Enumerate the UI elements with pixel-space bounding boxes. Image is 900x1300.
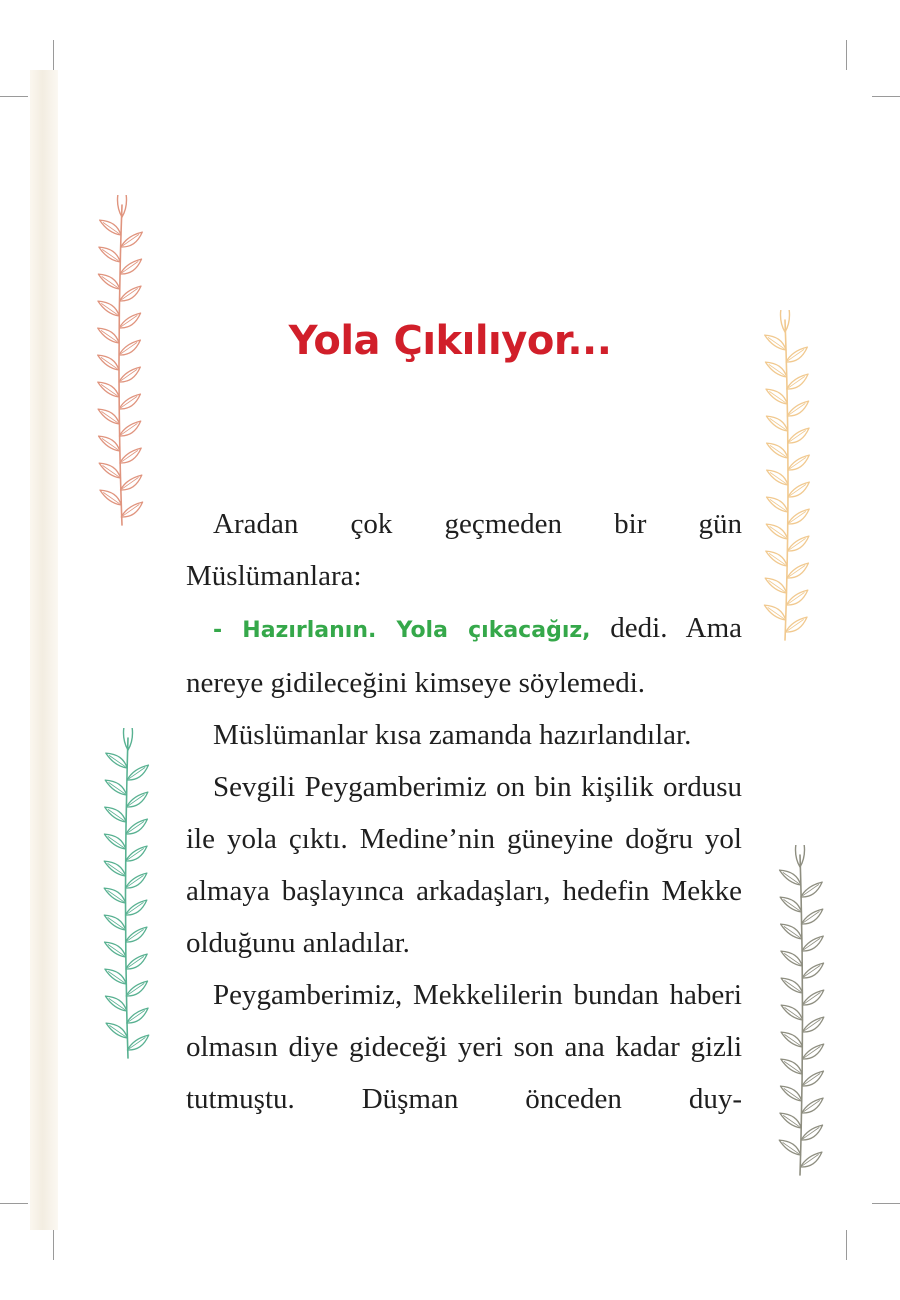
paragraph: Sevgili Peygamberimiz on bin kişilik ordusu ile yola çıktı. Medine’nin güneyine doğru yol almaya başlayınca arkadaşları, hedefin Mekke olduğunu anladılar. (186, 771, 742, 959)
paragraph: Peygamberimiz, Mekkelilerin bundan haberi olmasın diye gideceği yeri son ana kadar gizli tutmuştu. Düşman önceden duy- (186, 979, 742, 1115)
crop-mark (872, 96, 900, 97)
chapter-title: Yola Çıkılıyor... (288, 318, 612, 364)
leaf-branch-icon (760, 845, 840, 1185)
paragraph-text: dedi. Ama nereye gidileceğini kimseye söylemedi. (186, 612, 743, 699)
leaf-branch-icon (82, 195, 162, 535)
paragraph: Müslümanlar kısa zamanda hazırlandılar. (213, 719, 692, 751)
book-spine-shadow (30, 70, 58, 1230)
crop-mark (872, 1203, 900, 1204)
crop-mark (53, 1230, 54, 1260)
body-text (186, 498, 742, 1125)
crop-mark (0, 1203, 28, 1204)
crop-mark (846, 1230, 847, 1260)
dialogue-quote: - Hazırlanın. Yola çıkacağız, (213, 618, 591, 643)
paragraph: Aradan çok geçmeden bir gün Müslümanlara: (186, 508, 742, 592)
leaf-branch-icon (88, 728, 168, 1068)
crop-mark (846, 40, 847, 70)
paragraph (186, 602, 742, 709)
crop-mark (53, 40, 54, 70)
crop-mark (0, 96, 28, 97)
